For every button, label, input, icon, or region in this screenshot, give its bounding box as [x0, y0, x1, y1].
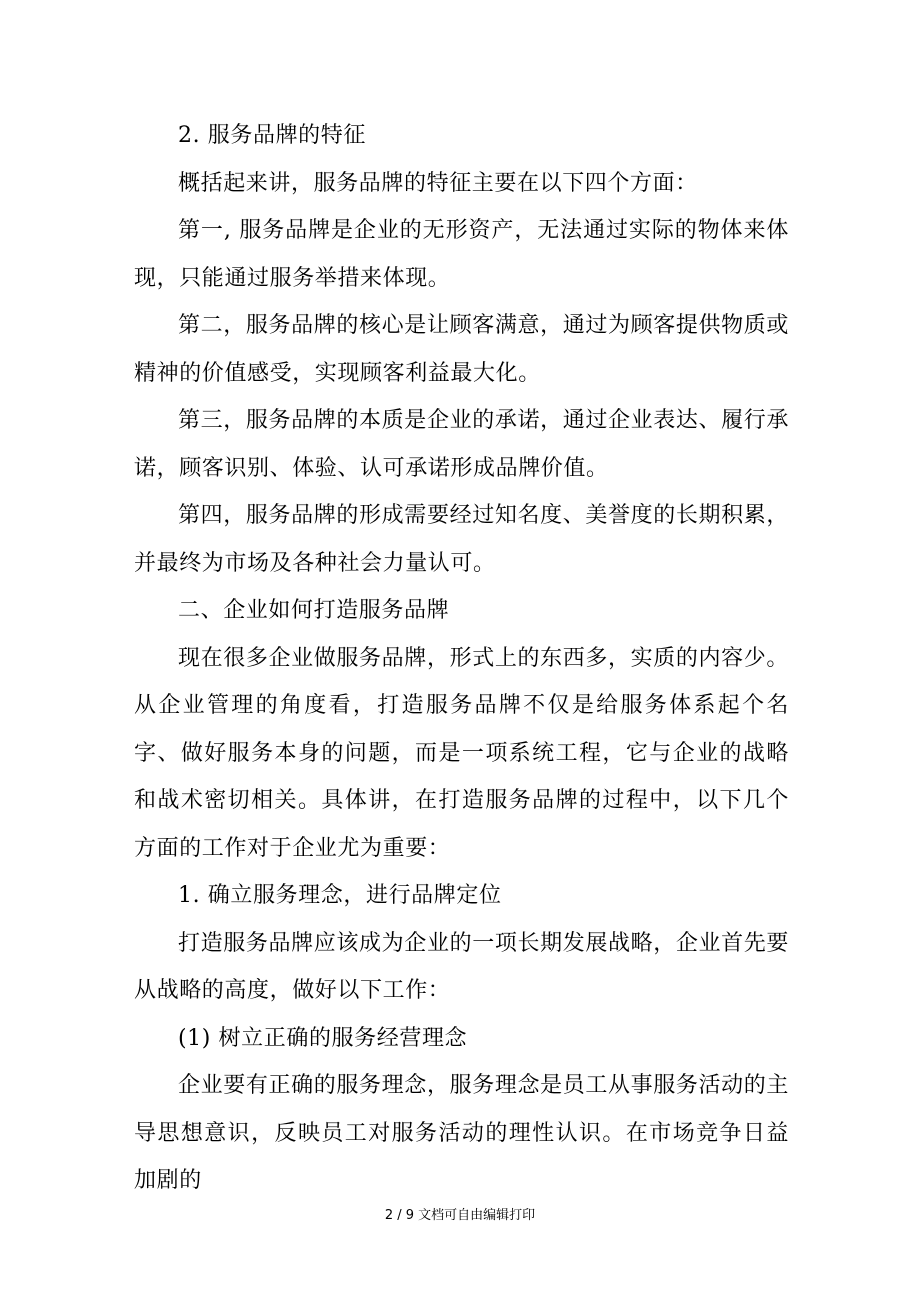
paragraph-first: 第一, 服务品牌是企业的无形资产，无法通过实际的物体来体现，只能通过服务举措来体现。 — [134, 218, 789, 291]
paragraph-summary: 概括起来讲，服务品牌的特征主要在以下四个方面： — [178, 170, 698, 196]
document-body — [134, 112, 789, 1205]
section-heading-features: 2. 服务品牌的特征 — [178, 123, 366, 148]
paragraph-second: 第二，服务品牌的核心是让顾客满意，通过为顾客提供物质或精神的价值感受，实现顾客利益最大化。 — [134, 313, 789, 386]
section-heading-how-to-build: 二、企业如何打造服务品牌 — [178, 598, 450, 623]
paragraph-third: 第三，服务品牌的本质是企业的承诺，通过企业表达、履行承诺，顾客识别、体验、认可承诺形成品牌价值。 — [134, 408, 789, 481]
paragraph-strategy: 打造服务品牌应该成为企业的一项长期发展战略，企业首先要从战略的高度，做好以下工作： — [134, 930, 789, 1003]
paragraph-service-concept: 企业要有正确的服务理念，服务理念是员工从事服务活动的主导思想意识，反映员工对服务活动的理性认识。在市场竞争日益加剧的 — [134, 1073, 789, 1193]
paragraph-current-situation: 现在很多企业做服务品牌，形式上的东西多，实质的内容少。从企业管理的角度看，打造服务品牌不仅是给服务体系起个名字、做好服务本身的问题，而是一项系统工程，它与企业的战略和战术密切相关。具体讲，在打造服务品牌的过程中，以下几个方面的工作对于企业尤为重要： — [134, 645, 789, 861]
paragraph-fourth: 第四，服务品牌的形成需要经过知名度、美誉度的长期积累，并最终为市场及各种社会力量认可。 — [134, 503, 789, 576]
subheading-establish-concept: (1) 树立正确的服务经营理念 — [178, 1025, 468, 1051]
subheading-service-concept: 1. 确立服务理念，进行品牌定位 — [178, 883, 502, 908]
page-footer: 2 / 9 文档可自由编辑打印 — [384, 1208, 536, 1223]
